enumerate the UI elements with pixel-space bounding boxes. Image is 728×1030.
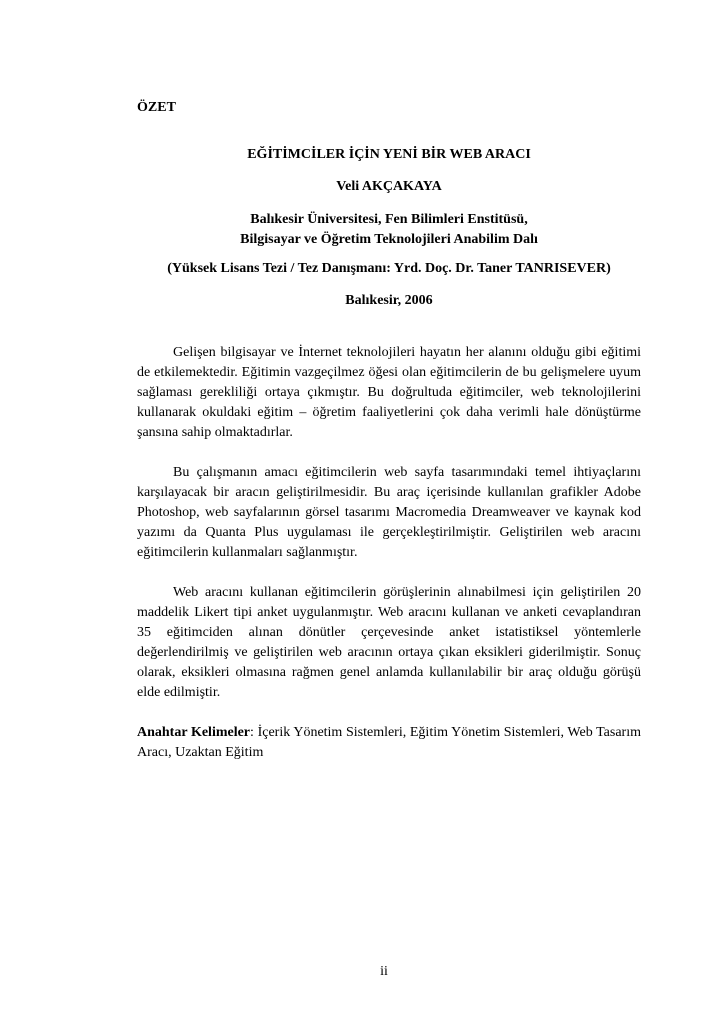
abstract-paragraph-3: Web aracını kullanan eğitimcilerin görüşlerinin alınabilmesi için geliştirilen 20 maddelik Likert tipi anket uygulanmıştır. Web aracını kullanan ve anketi cevaplandıran 35 eğitimciden alınan dönütler çerçevesinde anket istatistiksel yöntemlerle değerlendirilmiş ve geliştirilen web aracının ortaya çıkan eksikleri giderilmiştir. Sonuç olarak, eksikleri olmasına rağmen genel anlamda kullanılabilir bir araç olduğu görüşü elde edilmiştir.: [137, 585, 641, 700]
affiliation-line-2: Bilgisayar ve Öğretim Teknolojileri Anabilim Dalı: [240, 232, 538, 247]
thesis-info: (Yüksek Lisans Tezi / Tez Danışmanı: Yrd. Doç. Dr. Taner TANRISEVER): [167, 261, 611, 276]
abstract-paragraph-2: Bu çalışmanın amacı eğitimcilerin web sayfa tasarımındaki temel ihtiyaçlarını karşılayacak bir aracın geliştirilmesidir. Bu araç içerisinde kullanılan grafikler Adobe Photoshop, web sayfalarının görsel tasarımı Macromedia Dreamweaver ve kaynak kod yazımı da Quanta Plus uygulaması ile gerçekleştirilmiştir. Geliştirilen web aracını eğitimcilerin kullanmaları sağlanmıştır.: [137, 465, 641, 560]
author-name: Veli AKÇAKAYA: [336, 179, 442, 194]
thesis-title: EĞİTİMCİLER İÇİN YENİ BİR WEB ARACI: [247, 147, 531, 162]
place-year: Balıkesir, 2006: [345, 293, 433, 308]
affiliation-line-1: Balıkesir Üniversitesi, Fen Bilimleri Enstitüsü,: [250, 212, 528, 227]
affiliation: [137, 210, 641, 250]
abstract-paragraph-1: Gelişen bilgisayar ve İnternet teknolojileri hayatın her alanını olduğu gibi eğitimi de etkilemektedir. Eğitimin vazgeçilmez öğesi olan eğitimcilerin de bu gelişmelere uyum sağlaması gerekliliği ortaya çıkmıştır. Bu doğrultuda eğitimciler, web teknolojilerini kullanarak okuldaki eğitim – öğretim faaliyetlerini çok daha verimli hale dönüştürme şansına sahip olmaktadırlar.: [137, 345, 641, 440]
keywords-paragraph: [137, 723, 641, 763]
page-number: ii: [380, 964, 388, 979]
keywords-label: Anahtar Kelimeler: [137, 725, 251, 740]
section-heading: ÖZET: [137, 100, 176, 115]
keywords-text: : İçerik Yönetim Sistemleri, Eğitim Yönetim Sistemleri, Web Tasarım Aracı, Uzaktan Eğitim: [137, 725, 641, 760]
abstract-body: [137, 343, 641, 783]
